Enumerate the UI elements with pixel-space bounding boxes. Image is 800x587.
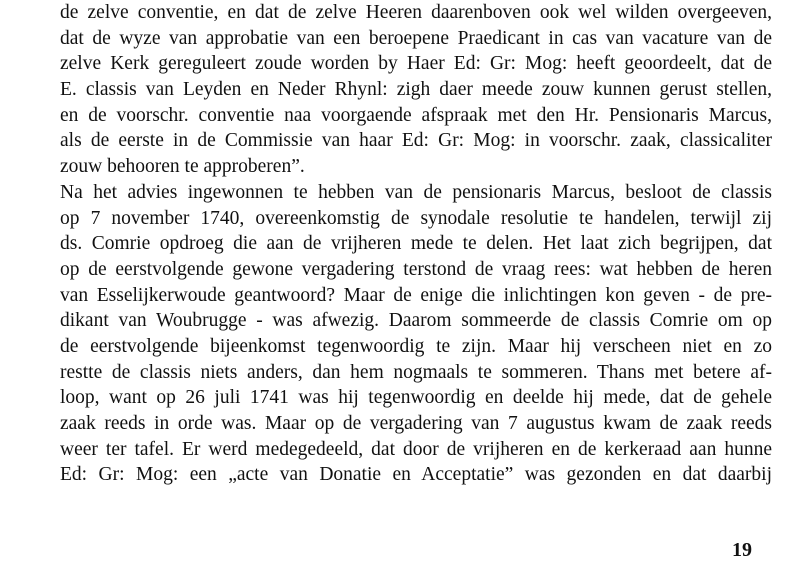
page-number: 19 (732, 539, 752, 561)
text-line: de zelve conventie, en dat de zelve Heeren daarenboven ook wel wilden overgeeven, (60, 2, 772, 23)
text-line: dat de wyze van approbatie van een beroepene Praedicant in cas van vacature van de (60, 27, 772, 49)
text-line: op de eerstvolgende gewone vergadering terstond de vraag rees: wat hebben de heren (60, 258, 772, 280)
paragraph-classis-advice (60, 180, 772, 488)
text-line: E. classis van Leyden en Neder Rhynl: zigh daer meede zouw kunnen gerust stellen, (60, 79, 772, 101)
body-text (60, 0, 772, 488)
text-line: Ed: Gr: Mog: een „acte van Donatie en Acceptatie” was gezonden en dat daarbij (60, 464, 772, 486)
text-line: loop, want op 26 juli 1741 was hij tegenwoordig en deelde hij mede, dat de gehele (60, 387, 772, 409)
text-line: als de eerste in de Commissie van haar Ed: Gr: Mog: in voorschr. zaak, classicaliter (60, 130, 772, 152)
paragraph-quote-continuation (60, 0, 772, 180)
text-line: restte de classis niets anders, dan hem nogmaals te sommeren. Thans met betere af- (60, 361, 772, 383)
text-line: op 7 november 1740, overeenkomstig de synodale resolutie te handelen, terwijl zij (60, 207, 772, 229)
text-line: zelve Kerk gereguleert zoude worden by Haer Ed: Gr: Mog: heeft geoordeelt, dat de (60, 53, 772, 75)
text-line: zaak reeds in orde was. Maar op de vergadering van 7 augustus kwam de zaak reeds (60, 413, 772, 434)
text-line: en de voorschr. conventie naa voorgaende afspraak met den Hr. Pensionaris Marcus, (60, 104, 772, 126)
text-line: de eerstvolgende bijeenkomst tegenwoordig te zijn. Maar hij verscheen niet en zo (60, 335, 772, 357)
text-line: dikant van Woubrugge - was afwezig. Daarom sommeerde de classis Comrie om op (60, 310, 772, 332)
text-line: weer ter tafel. Er werd medegedeeld, dat door de vrijheren en de kerkeraad aan hunne (60, 438, 772, 460)
text-line: ds. Comrie opdroeg die aan de vrijheren mede te delen. Het laat zich begrijpen, dat (60, 233, 772, 255)
text-line: van Esselijkerwoude geantwoord? Maar de enige die inlichtingen kon geven - de pre- (60, 284, 772, 306)
text-line: Na het advies ingewonnen te hebben van de pensionaris Marcus, besloot de classis (60, 181, 772, 203)
text-line: zouw behooren te approberen”. (60, 156, 305, 178)
